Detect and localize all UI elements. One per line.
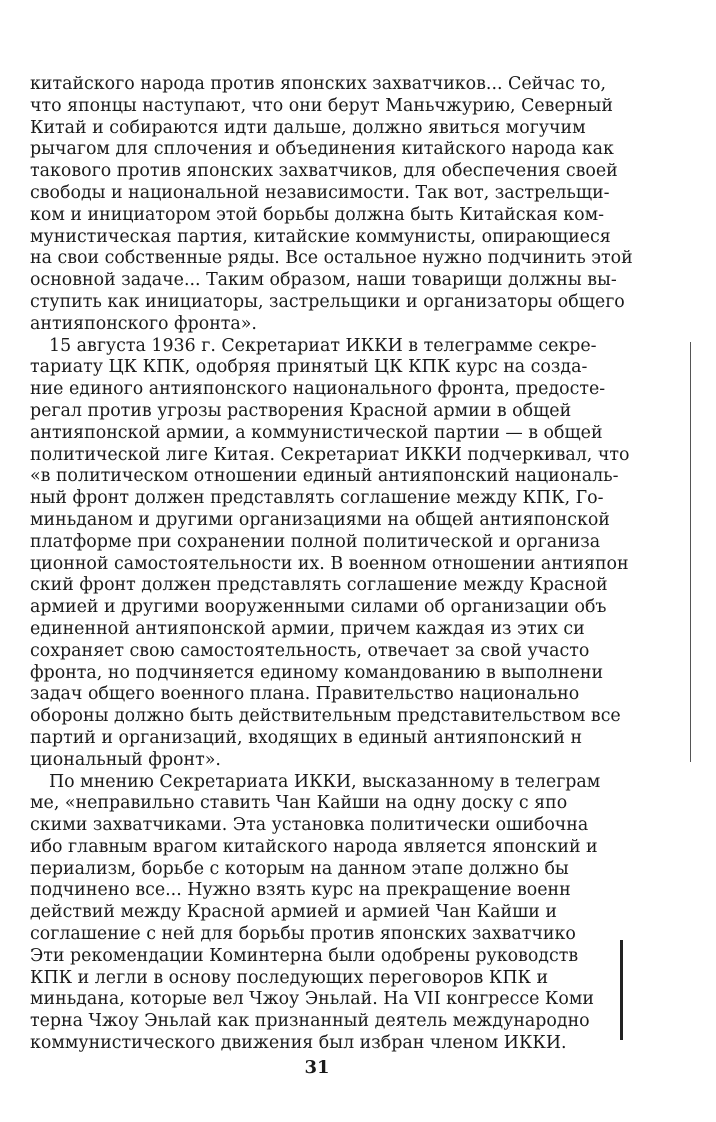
text-line: задач общего военного плана. Правительство национально <box>30 684 580 705</box>
text-line: партий и организаций, входящих в единый антияпонский н <box>30 727 583 748</box>
text-line: Китай и собираются идти дальше, должно явиться могучим <box>30 117 586 138</box>
text-line: свободы и национальной независимости. Так вот, застрельщи- <box>30 182 610 203</box>
paragraph-1 <box>30 74 633 336</box>
text-line: армией и другими вооруженными силами об организации объ <box>30 597 607 618</box>
text-line: ступить как инициаторы, застрельщики и организаторы общего <box>30 291 625 312</box>
text-line: платформе при сохранении полной политической и организа <box>30 531 601 552</box>
text-line: основной задаче... Таким образом, наши товарищи должны вы- <box>30 270 617 291</box>
text-line: миньданом и другими организациями на общей антияпонской <box>30 509 610 530</box>
text-line: что японцы наступают, что они берут Маньчжурию, Северный <box>30 95 613 116</box>
text-line: циональный фронт». <box>30 749 221 770</box>
text-line: соглашение с ней для борьбы против японских захватчико <box>30 924 576 945</box>
text-line: антияпонской армии, а коммунистической партии — в общей <box>30 422 603 443</box>
paragraph-3 <box>30 772 622 1055</box>
text-line: Эти рекомендации Коминтерна были одобрены руководств <box>30 945 579 966</box>
text-line: периализм, борьбе с которым на данном этапе должно бы <box>30 858 569 879</box>
page-number: 31 <box>304 1057 330 1078</box>
margin-scan-line <box>690 342 691 762</box>
text-line: единенной антияпонской армии, причем каждая из этих си <box>30 618 585 639</box>
text-line: ме, «неправильно ставить Чан Кайши на одну доску с япо <box>30 793 568 814</box>
text-line: фронта, но подчиняется единому командованию в выполнени <box>30 662 604 683</box>
text-line: такового против японских захватчиков, для обеспечения своей <box>30 161 618 182</box>
text-line: подчинено все... Нужно взять курс на прекращение военн <box>30 880 571 901</box>
text-line: тариату ЦК КПК, одобряя принятый ЦК КПК курс на созда- <box>30 357 588 378</box>
text-line: коммунистического движения был избран членом ИККИ. <box>30 1033 567 1054</box>
margin-scan-bar <box>620 940 623 1040</box>
text-line: КПК и легли в основу последующих переговоров КПК и <box>30 967 549 988</box>
text-line: на свои собственные ряды. Все остальное нужно подчинить этой <box>30 248 633 269</box>
text-line: действий между Красной армией и армией Чан Кайши и <box>30 902 558 923</box>
text-line: ский фронт должен представлять соглашение между Красной <box>30 575 608 596</box>
text-line: скими захватчиками. Эта установка политически ошибочна <box>30 815 589 836</box>
text-line: сохраняет свою самостоятельность, отвечает за свой участо <box>30 640 590 661</box>
text-line: обороны должно быть действительным представительством все <box>30 706 621 727</box>
text-line: По мнению Секретариата ИККИ, высказанному в телеграм <box>49 771 601 792</box>
text-line: мунистическая партия, китайские коммунисты, опирающиеся <box>30 226 611 247</box>
text-line: ционной самостоятельности их. В военном отношении антияпон <box>30 553 629 574</box>
text-line: политической лиге Китая. Секретариат ИККИ подчеркивал, что <box>30 444 630 465</box>
text-line: миньдана, которые вел Чжоу Эньлай. На VII конгрессе Коми <box>30 989 594 1010</box>
text-line: терна Чжоу Эньлай как признанный деятель международно <box>30 1011 590 1032</box>
text-line: рычагом для сплочения и объединения китайского народа как <box>30 139 614 160</box>
text-line: ком и инициатором этой борьбы должна быть Китайская ком- <box>30 204 604 225</box>
text-line: ный фронт должен представлять соглашение между КПК, Го- <box>30 488 604 509</box>
text-line: ние единого антияпонского национального фронта, предосте- <box>30 379 606 400</box>
text-line: регал против угрозы растворения Красной армии в общей <box>30 400 572 421</box>
paragraph-2 <box>30 335 630 772</box>
text-line: «в политическом отношении единый антияпонский националь- <box>30 466 619 487</box>
text-line: китайского народа против японских захватчиков... Сейчас то, <box>30 74 606 94</box>
text-line: 15 августа 1936 г. Секретариат ИККИ в телеграмме секре- <box>49 335 597 356</box>
page-text-block <box>30 74 633 1055</box>
text-line: антияпонского фронта». <box>30 313 257 334</box>
text-line: ибо главным врагом китайского народа является японский и <box>30 836 598 857</box>
